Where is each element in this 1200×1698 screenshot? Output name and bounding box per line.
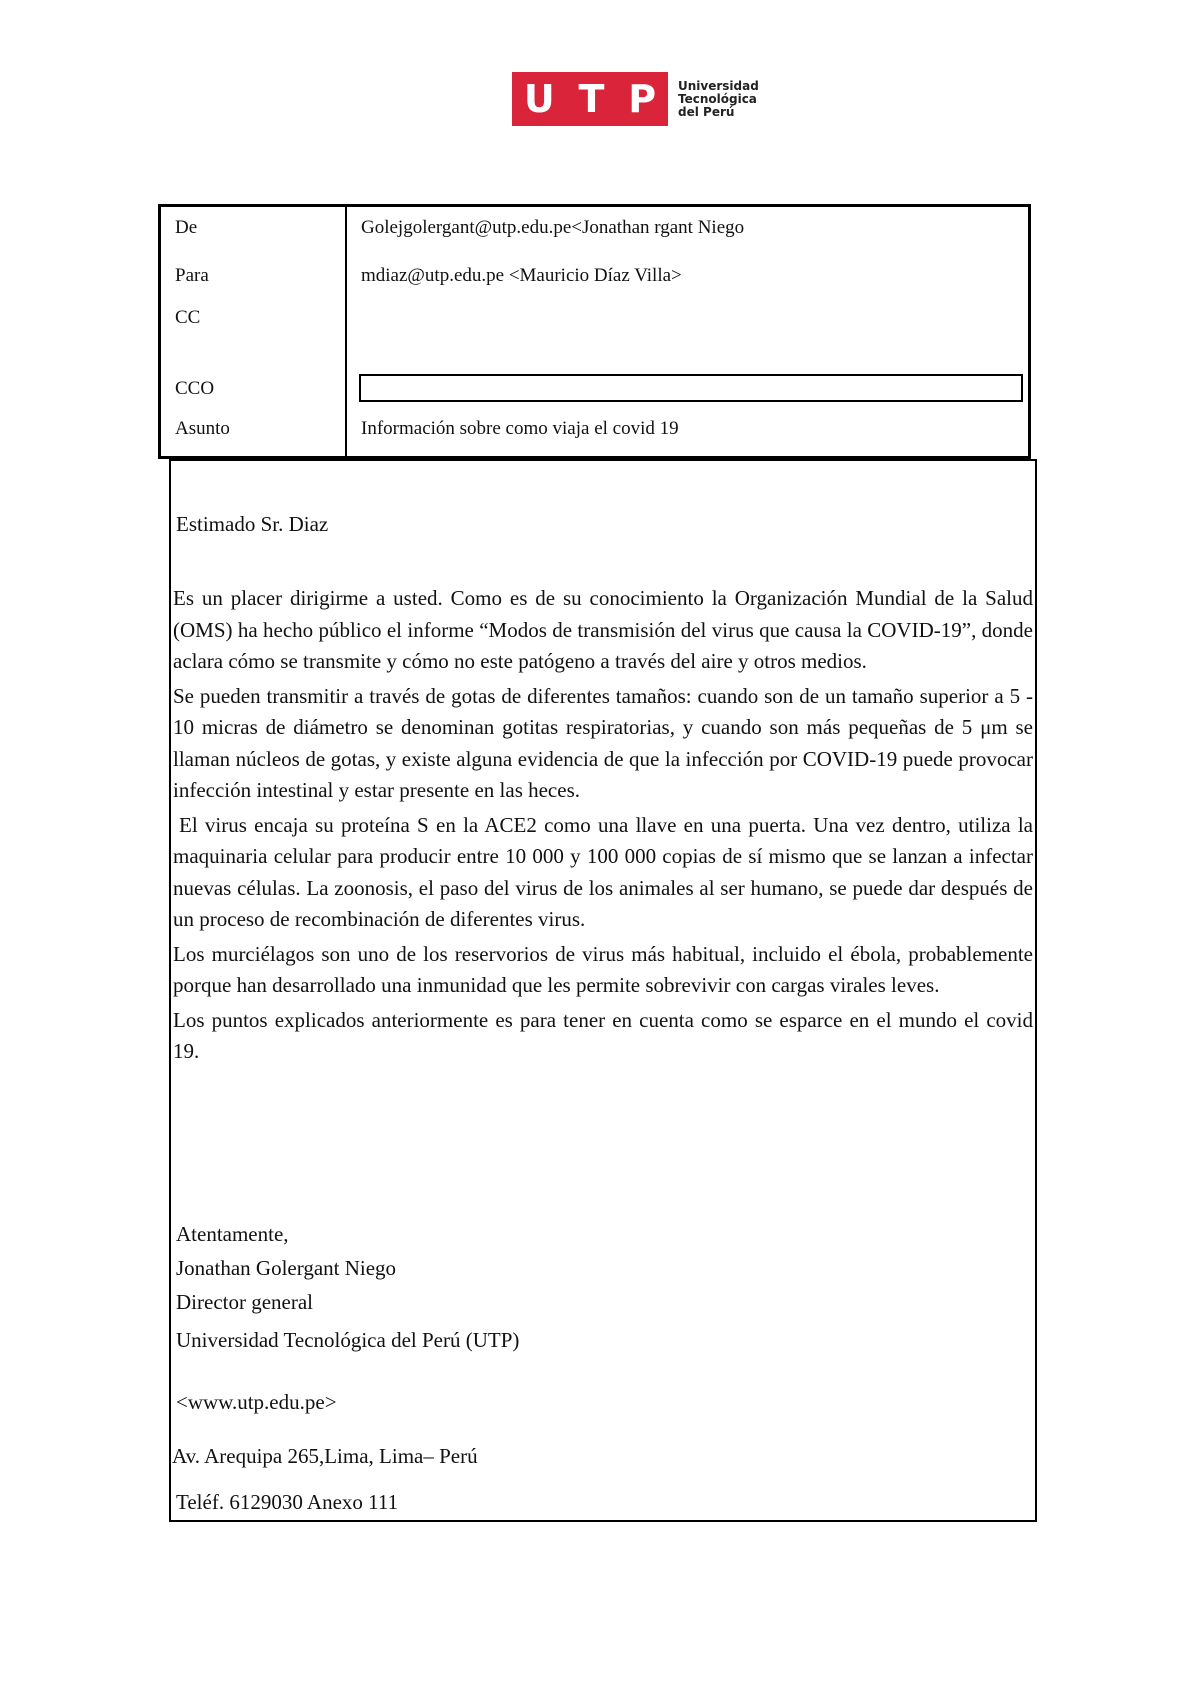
utp-logo	[512, 72, 759, 126]
header-row-to	[160, 265, 1030, 307]
from-value[interactable]: Golejgolergant@utp.edu.pe<Jonathan rgant Niego	[361, 217, 745, 238]
body-paragraph: Se pueden transmitir a través de gotas de diferentes tamaños: cuando son de un tamaño superior a 5 - 10 micras de diámetro se denominan gotitas respiratorias, y cuando son más pequeñas de 5 μm se llaman núcleos de gotas, y existe alguna evidencia de que la infección por COVID-19 puede provocar infección intestinal y estar presente en las heces.	[173, 683, 1033, 802]
body-paragraph: Los murciélagos son uno de los reservorios de virus más habitual, incluido el ébola, probablemente porque han desarrollado una inmunidad que les permite sobrevivir con cargas virales leves.	[173, 941, 1033, 997]
bcc-label: CCO	[160, 378, 347, 418]
phone: Teléf. 6129030 Anexo 111	[176, 1490, 399, 1514]
subject-value[interactable]: Información sobre como viaja el covid 19	[361, 417, 679, 439]
bcc-field[interactable]	[359, 374, 1023, 402]
body-paragraphs	[173, 583, 1033, 1071]
body-paragraph: Es un placer dirigirme a usted. Como es de su conocimiento la Organización Mundial de la Salud (OMS) ha hecho público el informe “Modos de transmisión del virus que causa la COVID-19”, donde aclara cómo se transmite y cómo no este patógeno a través del aire y otros medios.	[173, 586, 1033, 673]
cc-label: CC	[160, 307, 347, 377]
greeting: Estimado Sr. Diaz	[176, 512, 329, 536]
logo-text-line: Tecnológica	[678, 91, 757, 106]
bcc-cell	[346, 378, 1030, 418]
utp-logo-mark	[512, 72, 668, 126]
logo-text-line: Universidad	[678, 78, 759, 93]
signature-block	[172, 1217, 520, 1519]
header-row-cc	[160, 307, 1030, 377]
utp-logo-text	[678, 80, 759, 119]
email-body[interactable]	[169, 459, 1037, 1522]
website-link[interactable]: <www.utp.edu.pe>	[176, 1390, 337, 1414]
subject-label: Asunto	[160, 418, 347, 458]
from-label: De	[160, 206, 347, 266]
body-paragraph: El virus encaja su proteína S en la ACE2 como una llave en una puerta. Una vez dentro, utiliza la maquinaria celular para producir entre 10 000 y 100 000 copias de sí mismo que se lanzan a infectar nuevas células. La zoonosis, el paso del virus de los animales al ser humano, se puede dar después de un proceso de recombinación de diferentes virus.	[173, 812, 1033, 931]
header-row-bcc	[160, 378, 1030, 418]
logo-letter-u: U	[523, 77, 555, 121]
body-paragraph: Los puntos explicados anteriormente es para tener en cuenta como se esparce en el mundo el covid 19.	[173, 1007, 1033, 1063]
email-header-table	[158, 204, 1031, 459]
to-value[interactable]: mdiaz@utp.edu.pe <Mauricio Díaz Villa>	[361, 265, 682, 287]
closing: Atentamente,	[176, 1222, 289, 1246]
to-label: Para	[160, 265, 347, 307]
header-row-subject	[160, 418, 1030, 458]
signer-title: Director general	[176, 1290, 314, 1314]
header-row-from	[160, 206, 1030, 266]
logo-text-line: del Perú	[678, 104, 735, 119]
cc-value[interactable]	[346, 307, 1030, 377]
address: Av. Arequipa 265,Lima, Lima– Perú	[172, 1444, 478, 1468]
signer-university: Universidad Tecnológica del Perú (UTP)	[176, 1328, 520, 1352]
logo-letter-p: P	[628, 77, 657, 121]
signer-name: Jonathan Golergant Niego	[176, 1256, 397, 1280]
logo-letter-t: T	[578, 77, 605, 121]
